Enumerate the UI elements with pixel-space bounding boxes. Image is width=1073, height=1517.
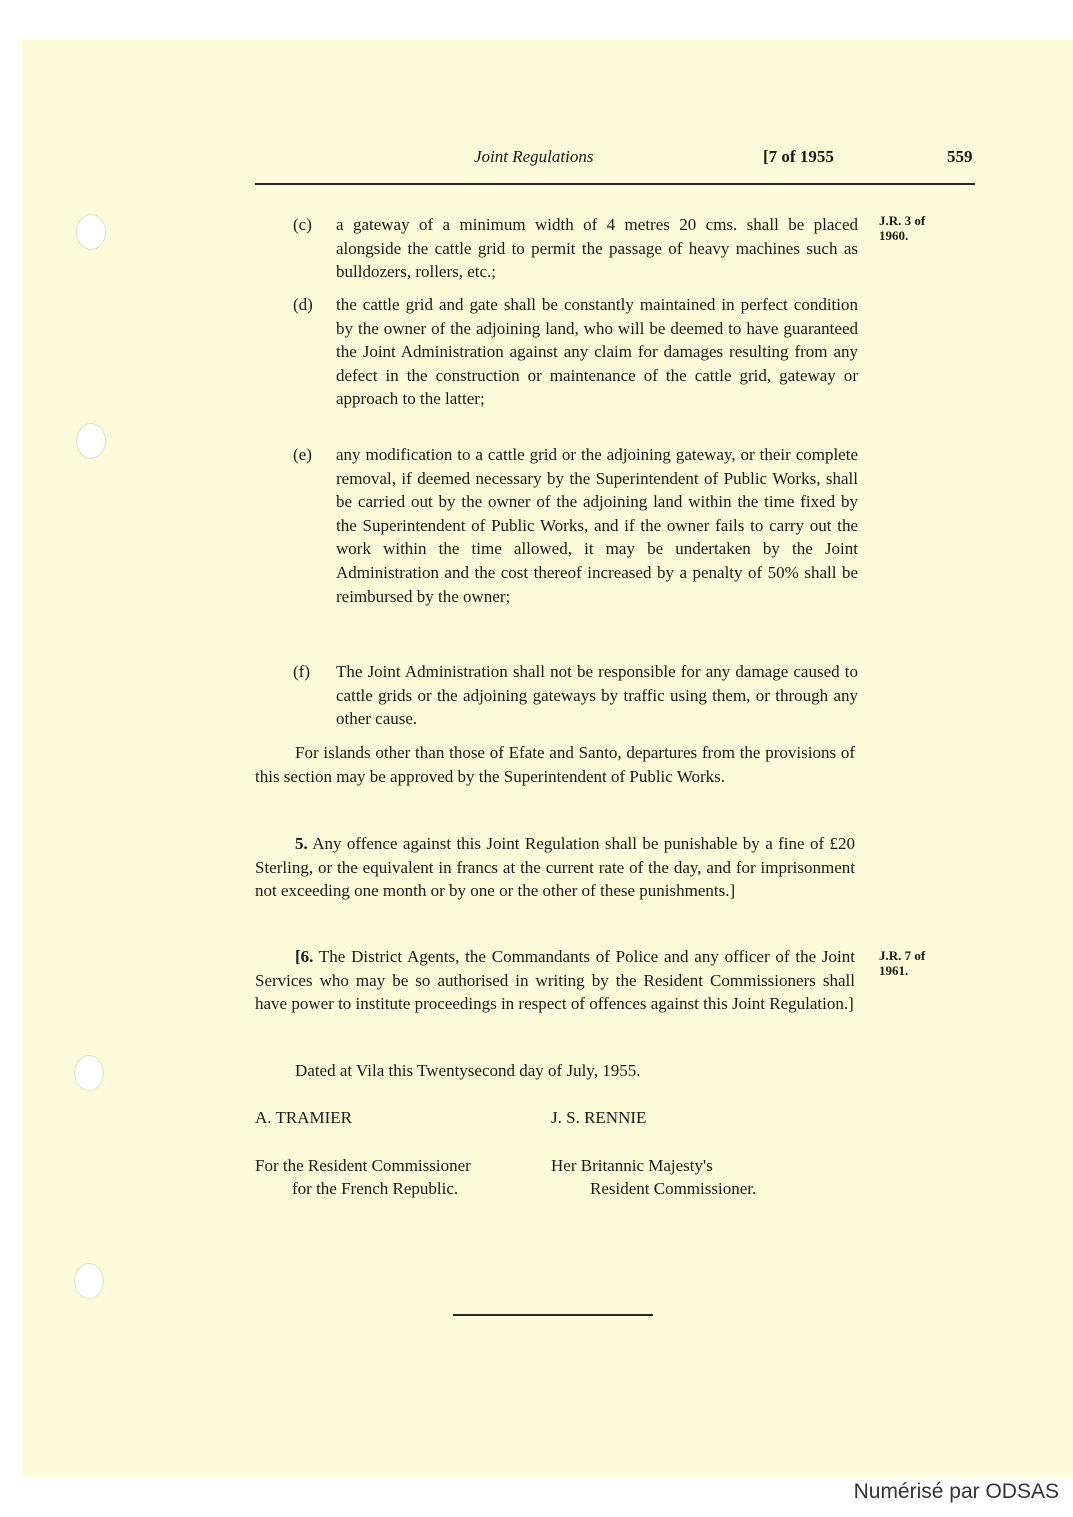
section-text: Any offence against this Joint Regulation shall be punishable by a fine of £20 Sterling, or the equivalent in francs at the current rate of the day, and for imprisonment not exceeding one month or by one or the other of these punishments.]	[255, 834, 855, 900]
section-number: [6.	[295, 947, 314, 966]
list-item-e	[293, 443, 858, 608]
closing-rule	[453, 1314, 653, 1316]
dated-line: Dated at Vila this Twentysecond day of July, 1955.	[295, 1061, 641, 1080]
section-6-paragraph	[255, 945, 855, 1016]
section-5-paragraph	[255, 832, 855, 903]
signatory-british-title: Resident Commissioner.	[590, 1179, 757, 1198]
list-item-d	[293, 293, 858, 411]
punch-hole	[74, 1263, 104, 1299]
punch-hole	[76, 423, 106, 459]
scan-watermark: Numérisé par ODSAS	[853, 1480, 1059, 1503]
page-number: 559	[947, 147, 973, 166]
margin-note-jr7: J.R. 7 of 1961.	[879, 948, 926, 978]
item-label: (d)	[293, 295, 313, 314]
item-label: (e)	[293, 445, 312, 464]
signatory-british: J. S. RENNIE	[551, 1108, 647, 1127]
signatory-french-title: For the Resident Commissioner	[255, 1156, 471, 1175]
signatory-french: A. TRAMIER	[255, 1108, 352, 1127]
header-rule	[255, 183, 975, 185]
list-item-c	[293, 213, 858, 284]
signatory-british-title: Her Britannic Majesty's	[551, 1156, 713, 1175]
section-number: 5.	[295, 834, 308, 853]
item-text: any modification to a cattle grid or the adjoining gateway, or their complete removal, if deemed necessary by the Superintendent of Public Works, shall be carried out by the owner of the adjoining land within the time fixed by the Superintendent of Public Works, and if the owner fails to carry out the work within the time allowed, it may be undertaken by the Joint Administration and the cost thereof increased by a penalty of 50% shall be reimbursed by the owner;	[336, 445, 858, 606]
section-text: The District Agents, the Commandants of Police and any officer of the Joint Services who may be so authorised in writing by the Resident Commissioners shall have power to institute proceedings in respect of offences against this Joint Regulation.]	[255, 947, 855, 1013]
item-text: a gateway of a minimum width of 4 metres 20 cms. shall be placed alongside the cattle grid to permit the passage of heavy machines such as bulldozers, rollers, etc.;	[336, 215, 858, 282]
item-text: The Joint Administration shall not be responsible for any damage caused to cattle grids or the adjoining gateways by traffic using them, or through any other cause.	[336, 662, 858, 729]
margin-note-jr3: J.R. 3 of 1960.	[879, 213, 926, 243]
item-label: (c)	[293, 215, 312, 234]
running-title: Joint Regulations	[474, 147, 594, 166]
punch-hole	[76, 214, 106, 250]
list-item-f	[293, 660, 858, 731]
punch-hole	[74, 1055, 104, 1091]
item-text: the cattle grid and gate shall be constantly maintained in perfect condition by the owner of the adjoining land, who will be deemed to have guaranteed the Joint Administration against any claim for damages resulting from any defect in the construction or maintenance of the cattle grid, gateway or approach to the latter;	[336, 295, 858, 409]
signatory-french-title: for the French Republic.	[292, 1179, 459, 1198]
regulation-reference: [7 of 1955	[763, 147, 834, 166]
islands-paragraph: For islands other than those of Efate and Santo, departures from the provisions of this section may be approved by the Superintendent of Public Works.	[255, 743, 855, 786]
item-label: (f)	[293, 662, 310, 681]
